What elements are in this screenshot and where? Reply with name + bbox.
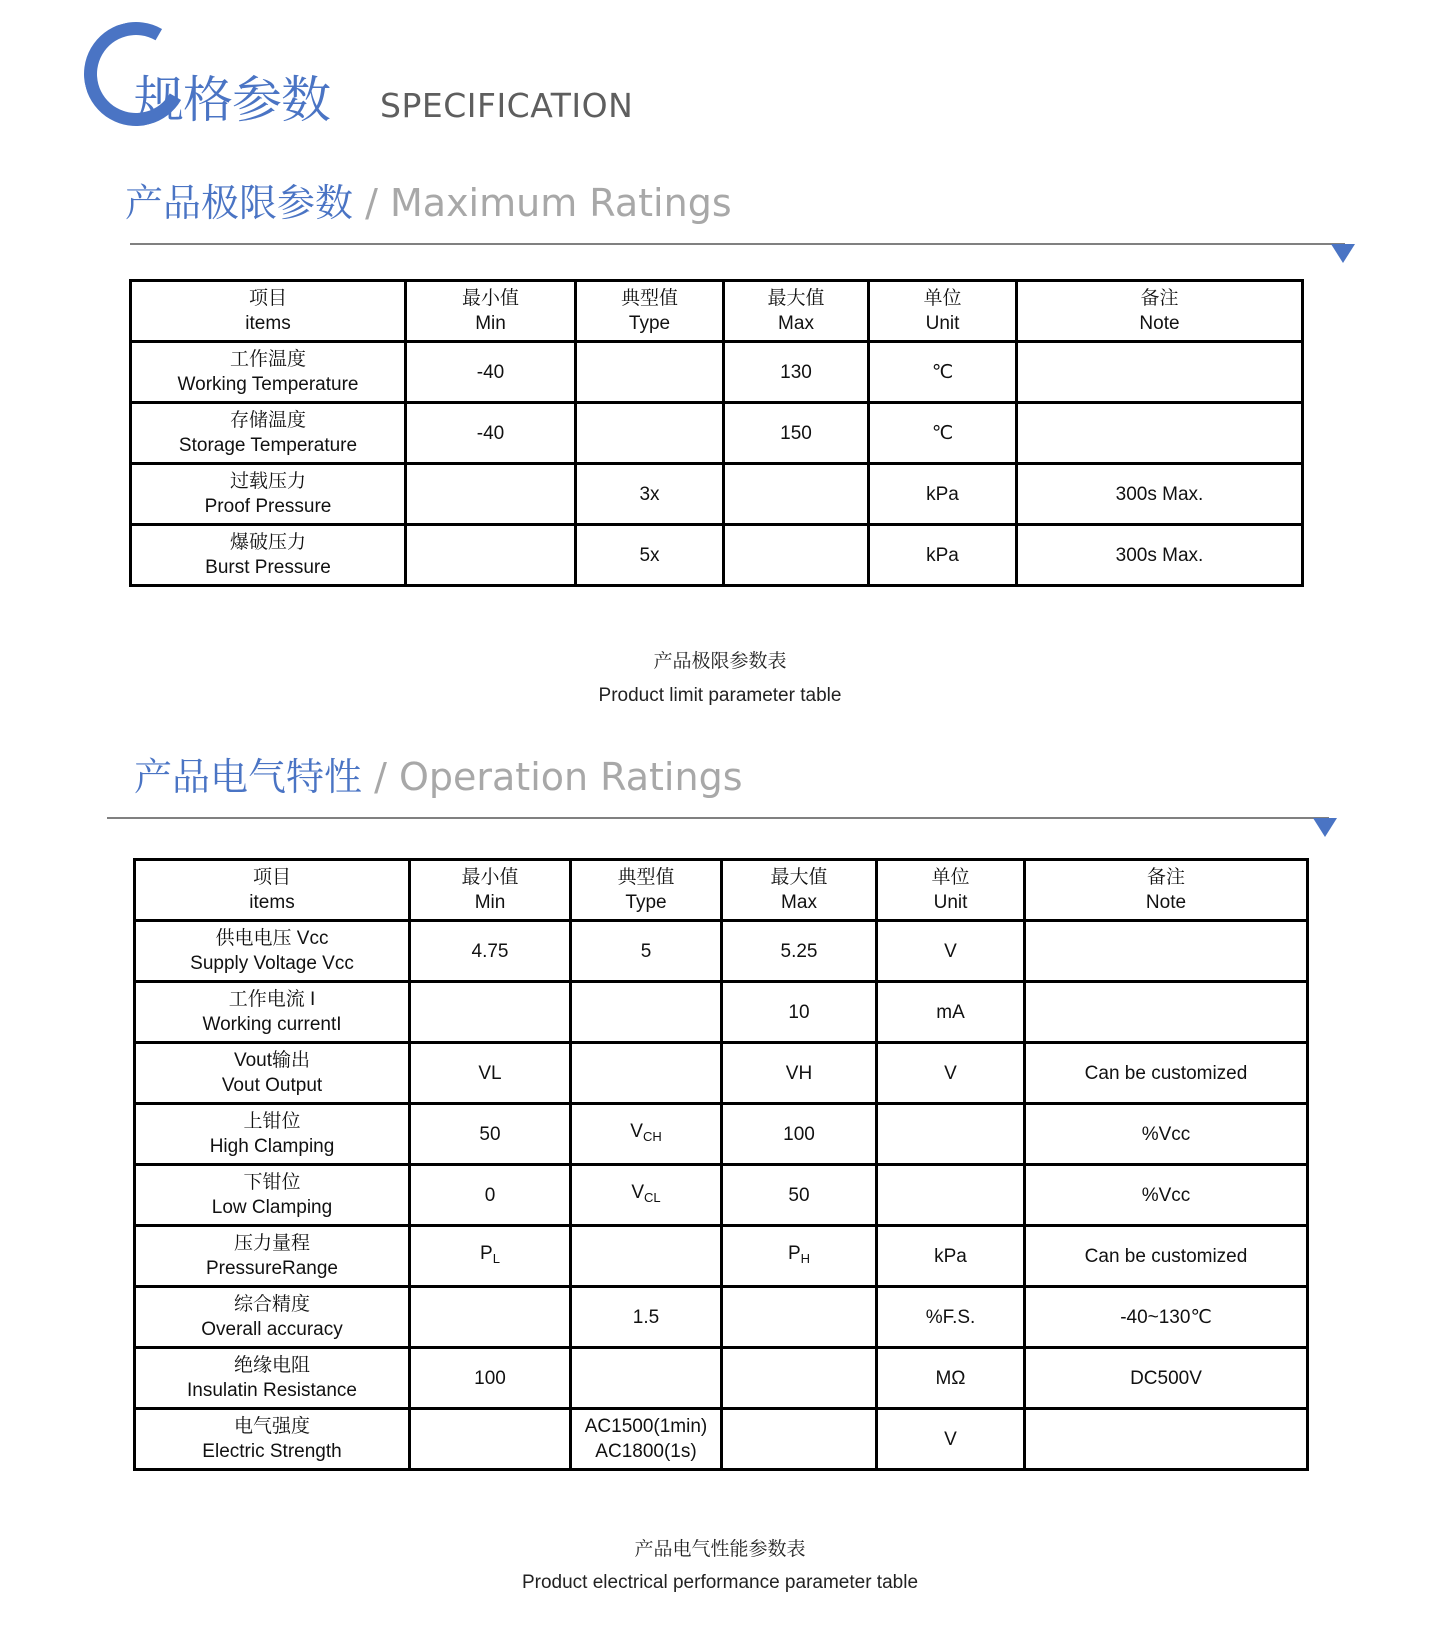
cell-item: 工作电流 I Working currentI <box>135 982 410 1043</box>
section-heading-cn: 产品电气特性 <box>134 755 363 799</box>
cell-max: VH <box>722 1043 877 1104</box>
table-row <box>131 464 1303 525</box>
cell-max: $P_H$ <box>722 1226 877 1287</box>
cell-unit <box>877 1104 1025 1165</box>
cell-item: 过载压力 Proof Pressure <box>131 464 406 525</box>
cell-min <box>406 525 576 586</box>
cell-min <box>410 982 571 1043</box>
table-row <box>131 403 1303 464</box>
cell-note <box>1025 982 1308 1043</box>
table-row <box>135 1043 1308 1104</box>
page-title-en: SPECIFICATION <box>380 86 634 125</box>
table-row <box>131 342 1303 403</box>
table-caption-cn: 产品极限参数表 <box>653 650 787 672</box>
triangle-down-icon <box>1313 818 1337 837</box>
cell-unit: ℃ <box>869 403 1017 464</box>
col-header-max: 最大值 Max <box>724 281 869 342</box>
cell-type <box>571 982 722 1043</box>
table-caption-en: Product limit parameter table <box>598 685 842 706</box>
col-header-min: 最小值 Min <box>406 281 576 342</box>
table-row <box>135 1348 1308 1409</box>
cell-note: %Vcc <box>1025 1104 1308 1165</box>
section-divider <box>130 243 1345 245</box>
cell-item: 爆破压力 Burst Pressure <box>131 525 406 586</box>
cell-min <box>410 1409 571 1470</box>
section-heading-en: / Maximum Ratings <box>365 181 732 225</box>
table-row <box>135 1104 1308 1165</box>
col-header-items: 项目 items <box>131 281 406 342</box>
cell-note <box>1017 403 1303 464</box>
cell-min <box>410 1287 571 1348</box>
cell-item: 绝缘电阻 Insulatin Resistance <box>135 1348 410 1409</box>
cell-item: 上钳位 High Clamping <box>135 1104 410 1165</box>
cell-unit: mA <box>877 982 1025 1043</box>
cell-note: %Vcc <box>1025 1165 1308 1226</box>
cell-type: 5 <box>571 921 722 982</box>
cell-max <box>724 464 869 525</box>
cell-max <box>722 1348 877 1409</box>
cell-min: 50 <box>410 1104 571 1165</box>
col-header-min: 最小值 Min <box>410 860 571 921</box>
col-header-unit: 单位 Unit <box>877 860 1025 921</box>
triangle-down-icon <box>1331 244 1355 263</box>
table-row <box>135 982 1308 1043</box>
cell-min <box>406 464 576 525</box>
cell-unit: V <box>877 1043 1025 1104</box>
cell-min: -40 <box>406 342 576 403</box>
cell-unit: kPa <box>869 525 1017 586</box>
operation-ratings-table <box>133 858 1309 1471</box>
table-caption-en: Product electrical performance parameter table <box>521 1572 919 1593</box>
cell-item: 电气强度 Electric Strength <box>135 1409 410 1470</box>
cell-type: $V_{CL}$ <box>571 1165 722 1226</box>
col-header-max: 最大值 Max <box>722 860 877 921</box>
table-row <box>135 1409 1308 1470</box>
section-heading-operation-ratings <box>134 754 743 800</box>
cell-unit <box>877 1165 1025 1226</box>
cell-item: 供电电压 Vcc Supply Voltage Vcc <box>135 921 410 982</box>
col-header-type: 典型值 Type <box>576 281 724 342</box>
cell-min: VL <box>410 1043 571 1104</box>
col-header-type: 典型值 Type <box>571 860 722 921</box>
cell-note: 300s Max. <box>1017 525 1303 586</box>
table-row <box>131 525 1303 586</box>
cell-max <box>722 1409 877 1470</box>
col-header-unit: 单位 Unit <box>869 281 1017 342</box>
cell-max <box>724 525 869 586</box>
table-caption-cn: 产品电气性能参数表 <box>634 1538 806 1560</box>
table-header-row <box>131 281 1303 342</box>
cell-note <box>1025 921 1308 982</box>
cell-note <box>1025 1409 1308 1470</box>
col-header-note: 备注 Note <box>1017 281 1303 342</box>
col-header-note: 备注 Note <box>1025 860 1308 921</box>
cell-max: 10 <box>722 982 877 1043</box>
cell-type <box>571 1043 722 1104</box>
section-heading-max-ratings <box>125 180 732 226</box>
cell-min: 0 <box>410 1165 571 1226</box>
cell-note: Can be customized <box>1025 1226 1308 1287</box>
cell-unit: kPa <box>877 1226 1025 1287</box>
cell-type: 5x <box>576 525 724 586</box>
table-row <box>135 921 1308 982</box>
cell-min: 100 <box>410 1348 571 1409</box>
max-ratings-table <box>129 279 1304 587</box>
cell-unit: kPa <box>869 464 1017 525</box>
cell-min: -40 <box>406 403 576 464</box>
cell-type: 3x <box>576 464 724 525</box>
cell-item: 存储温度 Storage Temperature <box>131 403 406 464</box>
cell-unit: V <box>877 921 1025 982</box>
section-divider <box>107 817 1329 819</box>
cell-item: 压力量程 PressureRange <box>135 1226 410 1287</box>
cell-type: AC1500(1min) AC1800(1s) <box>571 1409 722 1470</box>
cell-max: 100 <box>722 1104 877 1165</box>
cell-max: 150 <box>724 403 869 464</box>
cell-unit: V <box>877 1409 1025 1470</box>
cell-min: 4.75 <box>410 921 571 982</box>
cell-note: Can be customized <box>1025 1043 1308 1104</box>
cell-note: DC500V <box>1025 1348 1308 1409</box>
cell-type: $V_{CH}$ <box>571 1104 722 1165</box>
cell-note: -40~130℃ <box>1025 1287 1308 1348</box>
cell-type: 1.5 <box>571 1287 722 1348</box>
cell-unit: %F.S. <box>877 1287 1025 1348</box>
table-header-row <box>135 860 1308 921</box>
table-row <box>135 1226 1308 1287</box>
cell-unit: ℃ <box>869 342 1017 403</box>
cell-type <box>571 1348 722 1409</box>
table-row <box>135 1287 1308 1348</box>
cell-type <box>576 403 724 464</box>
section-heading-en: / Operation Ratings <box>374 755 743 799</box>
cell-note: 300s Max. <box>1017 464 1303 525</box>
cell-type <box>571 1226 722 1287</box>
cell-item: 综合精度 Overall accuracy <box>135 1287 410 1348</box>
cell-min: $P_L$ <box>410 1226 571 1287</box>
cell-item: 工作温度 Working Temperature <box>131 342 406 403</box>
cell-item: 下钳位 Low Clamping <box>135 1165 410 1226</box>
cell-unit: MΩ <box>877 1348 1025 1409</box>
cell-note <box>1017 342 1303 403</box>
cell-item: Vout输出 Vout Output <box>135 1043 410 1104</box>
col-header-items: 项目 items <box>135 860 410 921</box>
cell-max: 5.25 <box>722 921 877 982</box>
cell-max: 50 <box>722 1165 877 1226</box>
cell-type <box>576 342 724 403</box>
cell-max: 130 <box>724 342 869 403</box>
cell-max <box>722 1287 877 1348</box>
page-title-cn: 规格参数 <box>134 71 330 129</box>
section-heading-cn: 产品极限参数 <box>125 181 354 225</box>
table-row <box>135 1165 1308 1226</box>
